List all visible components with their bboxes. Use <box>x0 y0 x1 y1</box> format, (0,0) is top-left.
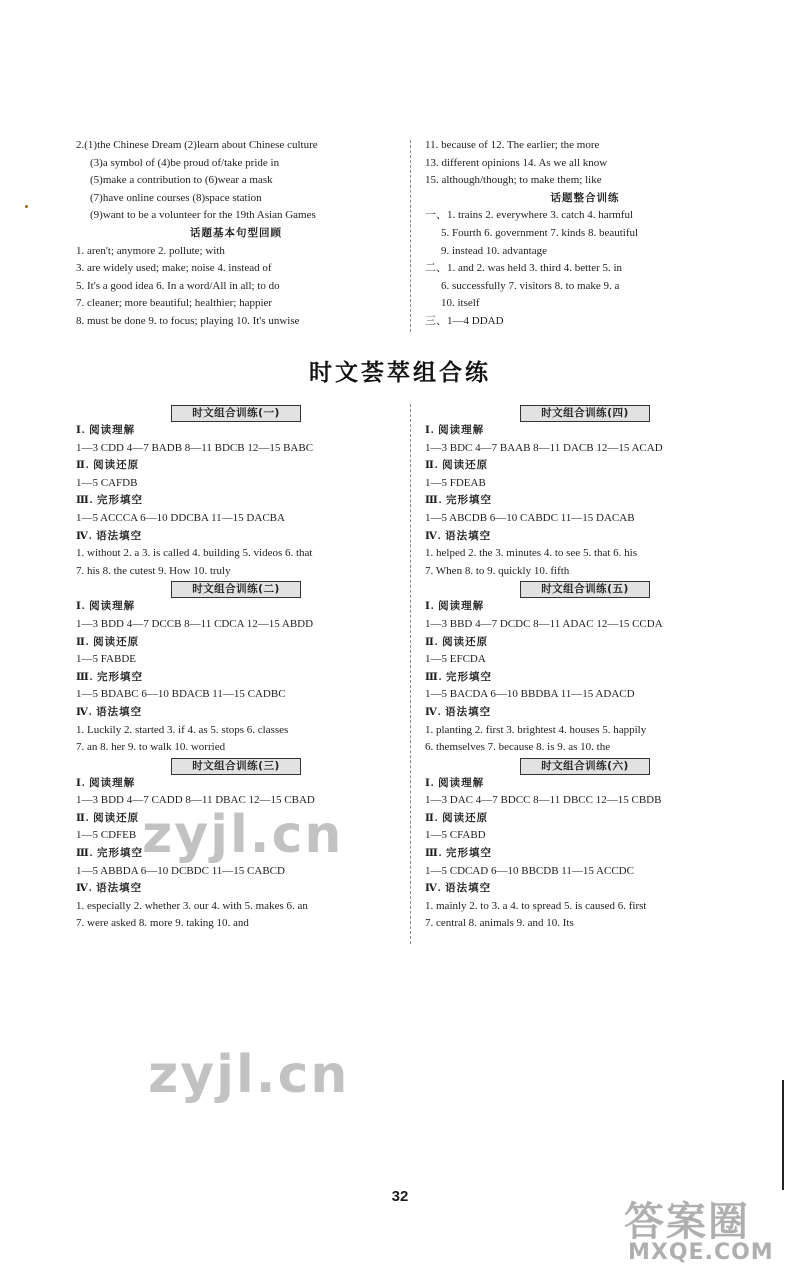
answer-line: 1—5 CFABD <box>425 829 486 842</box>
exercise-part-heading: Ⅳ. 语法填空 <box>425 706 492 718</box>
answer-line: 10. itself <box>441 297 480 310</box>
exercise-title: 时文组合训练(二) <box>171 581 301 598</box>
exercise-part-heading: Ⅱ. 阅读还原 <box>76 636 140 648</box>
exercise-part-heading: Ⅰ. 阅读理解 <box>76 601 136 613</box>
exercise-title: 时文组合训练(三) <box>171 758 301 775</box>
exercise-part-heading: Ⅰ. 阅读理解 <box>425 777 485 789</box>
exercise-title: 时文组合训练(六) <box>520 758 650 775</box>
top-left-column <box>76 137 396 331</box>
subsection-heading: 话题整合训练 <box>550 192 620 204</box>
answer-line: 7. cleaner; more beautiful; healthier; happier <box>76 297 273 310</box>
corner-logo: 答案圈 <box>624 1199 750 1245</box>
bottom-right-column <box>425 404 745 933</box>
answer-line: 11. because of 12. The earlier; the more <box>425 139 600 151</box>
answer-line: 1—3 BDD 4—7 CADD 8—11 DBAC 12—15 CBAD <box>76 794 315 807</box>
answer-line: 1—3 DAC 4—7 BDCC 8—11 DBCC 12—15 CBDB <box>425 794 662 807</box>
top-right-column <box>425 137 745 331</box>
answer-line: 9. instead 10. advantage <box>441 244 547 257</box>
ink-dot <box>25 205 28 208</box>
exercise-part-heading: Ⅲ. 完形填空 <box>76 495 144 507</box>
answer-line: 1—3 BDC 4—7 BAAB 8—11 DACB 12—15 ACAD <box>425 441 663 454</box>
answer-line: (9)want to be a volunteer for the 19th Asian Games <box>90 209 316 222</box>
exercise-part-heading: Ⅳ. 语法填空 <box>76 530 143 542</box>
exercise-part-heading: Ⅲ. 完形填空 <box>425 848 493 860</box>
corner-logo-url: MXQE.COM <box>628 1240 774 1265</box>
answer-line: 1. Luckily 2. started 3. if 4. as 5. stops 6. classes <box>76 723 289 736</box>
answer-line: 5. It's a good idea 6. In a word/All in all; to do <box>76 279 280 292</box>
page-number: 32 <box>391 1188 409 1205</box>
answer-line: 1. without 2. a 3. is called 4. building 5. videos 6. that <box>76 547 313 560</box>
answer-line: 8. must be done 9. to focus; playing 10. It's unwise <box>76 314 300 327</box>
exercise-part-heading: Ⅳ. 语法填空 <box>76 706 143 718</box>
answer-line: 1—5 BACDA 6—10 BBDBA 11—15 ADACD <box>425 688 635 701</box>
answer-line: 6. successfully 7. visitors 8. to make 9. a <box>441 279 620 292</box>
answer-line: 1—5 FDEAB <box>425 476 486 489</box>
answer-line: 6. themselves 7. because 8. is 9. as 10. the <box>425 741 611 754</box>
exercise-part-heading: Ⅳ. 语法填空 <box>425 883 492 895</box>
answer-line: 1—3 BDD 4—7 DCCB 8—11 CDCA 12—15 ABDD <box>76 617 314 630</box>
exercise-title-wrap <box>425 757 745 775</box>
exercise-part-heading: Ⅰ. 阅读理解 <box>76 425 136 436</box>
answer-line: 一、1. trains 2. everywhere 3. catch 4. harmful <box>425 209 634 222</box>
exercise-part-heading: Ⅰ. 阅读理解 <box>76 777 136 789</box>
answer-line: (7)have online courses (8)space station <box>90 191 262 204</box>
answer-line: 1—5 ABCDB 6—10 CABDC 11—15 DACAB <box>425 511 635 524</box>
answer-line: 1—5 FABDE <box>76 653 136 666</box>
answer-line: 1. especially 2. whether 3. our 4. with 5. makes 6. an <box>76 899 308 912</box>
answer-line: 2.(1)the Chinese Dream (2)learn about Chinese culture <box>76 139 318 151</box>
top-column-divider <box>410 140 411 332</box>
exercise-part-heading: Ⅳ. 语法填空 <box>425 530 492 542</box>
answer-line: (5)make a contribution to (6)wear a mask <box>90 174 273 187</box>
exercise-part-heading: Ⅱ. 阅读还原 <box>76 812 140 824</box>
exercise-part-heading: Ⅱ. 阅读还原 <box>76 460 140 472</box>
answer-line: 1—5 EFCDA <box>425 653 486 666</box>
section-title: 时文荟萃组合练 <box>309 360 491 386</box>
exercise-part-heading: Ⅰ. 阅读理解 <box>425 425 485 436</box>
page-edge-line <box>782 1080 784 1190</box>
exercise-part-heading: Ⅱ. 阅读还原 <box>425 460 489 472</box>
answer-line: 1—5 ACCCA 6—10 DDCBA 11—15 DACBA <box>76 511 285 524</box>
exercise-part-heading: Ⅲ. 完形填空 <box>425 495 493 507</box>
exercise-title: 时文组合训练(一) <box>171 405 301 422</box>
exercise-title-wrap <box>425 580 745 598</box>
exercise-title-wrap <box>76 580 396 598</box>
answer-line: 1—3 BBD 4—7 DCDC 8—11 ADAC 12—15 CCDA <box>425 617 663 630</box>
answer-line: 1. helped 2. the 3. minutes 4. to see 5. that 6. his <box>425 547 638 560</box>
exercise-title-wrap <box>425 404 745 422</box>
answer-line: 1. planting 2. first 3. brightest 4. houses 5. happily <box>425 723 647 736</box>
exercise-part-heading: Ⅰ. 阅读理解 <box>425 601 485 613</box>
answer-line: 1—3 CDD 4—7 BADB 8—11 BDCB 12—15 BABC <box>76 441 314 454</box>
exercise-title: 时文组合训练(四) <box>520 405 650 422</box>
answer-line: 1—5 CDCAD 6—10 BBCDB 11—15 ACCDC <box>425 864 634 877</box>
answer-line: 5. Fourth 6. government 7. kinds 8. beautiful <box>441 226 639 239</box>
answer-line: 1—5 CAFDB <box>76 476 138 489</box>
answer-line: (3)a symbol of (4)be proud of/take pride in <box>90 156 280 169</box>
answer-line: 7. his 8. the cutest 9. How 10. truly <box>76 564 231 577</box>
answer-line: 1—5 BDABC 6—10 BDACB 11—15 CADBC <box>76 688 286 701</box>
exercise-part-heading: Ⅳ. 语法填空 <box>76 883 143 895</box>
answer-line: 1. mainly 2. to 3. a 4. to spread 5. is caused 6. first <box>425 899 647 912</box>
answer-line: 7. were asked 8. more 9. taking 10. and <box>76 917 249 930</box>
answer-line: 1—5 CDFEB <box>76 829 137 842</box>
exercise-part-heading: Ⅲ. 完形填空 <box>76 671 144 683</box>
exercise-part-heading: Ⅱ. 阅读还原 <box>425 636 489 648</box>
answer-line: 7. an 8. her 9. to walk 10. worried <box>76 741 226 754</box>
answer-line: 二、1. and 2. was held 3. third 4. better 5. in <box>425 262 623 275</box>
exercise-title-wrap <box>76 404 396 422</box>
answer-line: 1—5 ABBDA 6—10 DCBDC 11—15 CABCD <box>76 864 285 877</box>
answer-line: 7. When 8. to 9. quickly 10. fifth <box>425 564 570 577</box>
answer-line: 7. central 8. animals 9. and 10. Its <box>425 917 574 930</box>
exercise-title: 时文组合训练(五) <box>520 581 650 598</box>
exercise-part-heading: Ⅲ. 完形填空 <box>76 848 144 860</box>
answer-line: 1. aren't; anymore 2. pollute; with <box>76 244 225 257</box>
answer-line: 13. different opinions 14. As we all know <box>425 156 608 169</box>
bottom-column-divider <box>410 404 411 944</box>
exercise-part-heading: Ⅲ. 完形填空 <box>425 671 493 683</box>
answer-line: 三、1—4 DDAD <box>425 314 504 327</box>
exercise-part-heading: Ⅱ. 阅读还原 <box>425 812 489 824</box>
subsection-heading: 话题基本句型回顾 <box>190 227 282 239</box>
answer-line: 3. are widely used; make; noise 4. instead of <box>76 262 272 275</box>
exercise-title-wrap <box>76 757 396 775</box>
watermark-mid: zyjl.cn <box>142 805 344 865</box>
answer-line: 15. although/though; to make them; like <box>425 174 602 187</box>
watermark-low: zyjl.cn <box>148 1045 350 1105</box>
